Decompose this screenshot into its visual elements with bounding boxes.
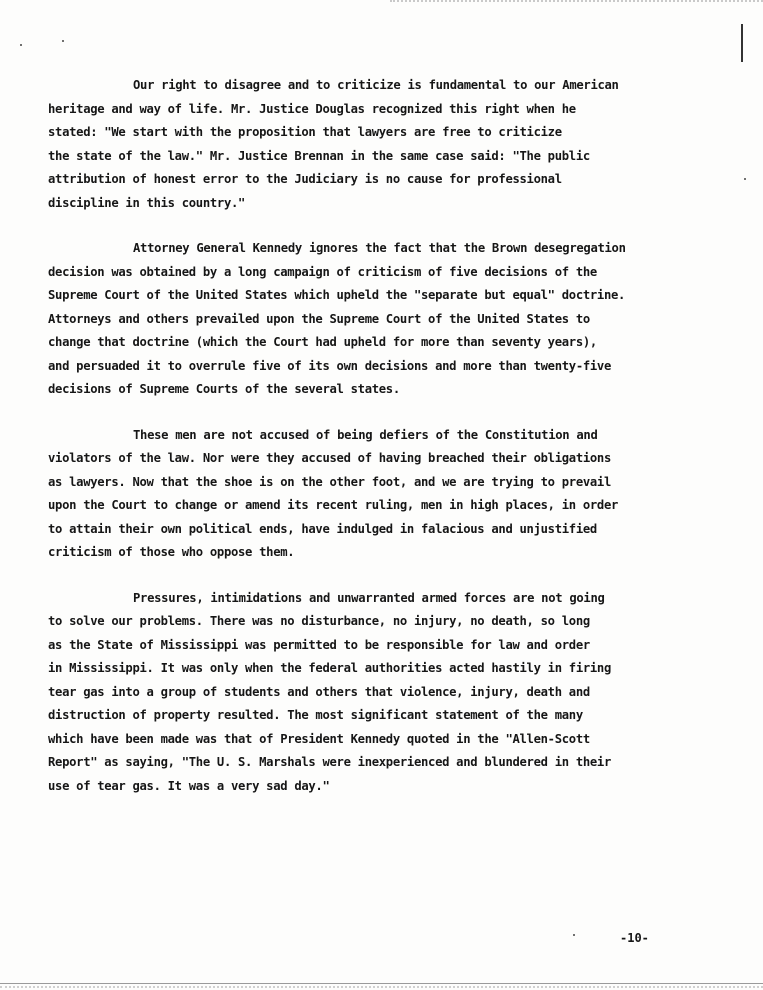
text-line: Pressures, intimidations and unwarranted armed forces are not going — [133, 590, 605, 605]
text-line: Supreme Court of the United States which upheld the "separate but equal" doctrine. — [48, 288, 626, 302]
text-line: to attain their own political ends, have indulged in falacious and unjustified — [48, 521, 597, 536]
page-number: -10- — [620, 931, 649, 945]
text-line: use of tear gas. It was a very sad day." — [48, 778, 330, 793]
text-line: as lawyers. Now that the shoe is on the other foot, and we are trying to prevail — [48, 474, 612, 489]
text-line: as the State of Mississippi was permitted to be responsible for law and order — [48, 637, 590, 652]
text-line: decisions of Supreme Courts of the several states. — [48, 382, 400, 396]
text-line: which have been made was that of President Kennedy quoted in the "Allen-Scott — [48, 731, 590, 746]
text-line: the state of the law." Mr. Justice Brennan in the same case said: "The public — [48, 148, 590, 163]
text-line: in Mississippi. It was only when the federal authorities acted hastily in firing — [48, 661, 612, 675]
text-line: violators of the law. Nor were they accused of having breached their obligations — [48, 451, 612, 465]
text-line: Report" as saying, "The U. S. Marshals were inexperienced and blundered in their — [48, 755, 612, 769]
text-line: criticism of those who oppose them. — [48, 545, 295, 559]
body-text — [48, 74, 660, 820]
text-line: decision was obtained by a long campaign of criticism of five decisions of the — [48, 264, 597, 279]
text-line: change that doctrine (which the Court had upheld for more than seventy years), — [48, 335, 597, 349]
text-line: attribution of honest error to the Judiciary is no cause for professional — [48, 172, 562, 186]
text-line: Attorneys and others prevailed upon the Supreme Court of the United States to — [48, 311, 590, 326]
bottom-scan-edge — [0, 983, 763, 984]
scan-speck — [573, 934, 575, 936]
text-line: tear gas into a group of students and others that violence, injury, death and — [48, 684, 590, 699]
bottom-scan-dots — [0, 986, 763, 988]
text-line: upon the Court to change or amend its recent ruling, men in high places, in order — [48, 498, 619, 512]
text-line: and persuaded it to overrule five of its own decisions and more than twenty-five — [48, 358, 612, 373]
paragraph-1 — [48, 74, 660, 215]
text-line: discipline in this country." — [48, 195, 246, 210]
text-line: stated: "We start with the proposition that lawyers are free to criticize — [48, 125, 562, 139]
top-scan-edge — [390, 0, 763, 5]
text-line: Attorney General Kennedy ignores the fact that the Brown desegregation — [133, 241, 626, 255]
text-line: heritage and way of life. Mr. Justice Douglas recognized this right when he — [48, 101, 576, 116]
scan-speck — [62, 40, 64, 42]
paragraph-3 — [48, 424, 660, 565]
scan-speck — [744, 178, 746, 180]
text-line: distruction of property resulted. The most significant statement of the many — [48, 708, 583, 722]
margin-mark — [741, 24, 743, 62]
text-line: These men are not accused of being defiers of the Constitution and — [133, 427, 598, 442]
text-line: Our right to disagree and to criticize is fundamental to our American — [133, 78, 619, 92]
text-line: to solve our problems. There was no disturbance, no injury, no death, so long — [48, 614, 590, 628]
paragraph-4 — [48, 587, 660, 799]
paragraph-2 — [48, 237, 660, 402]
scan-speck — [20, 44, 22, 46]
